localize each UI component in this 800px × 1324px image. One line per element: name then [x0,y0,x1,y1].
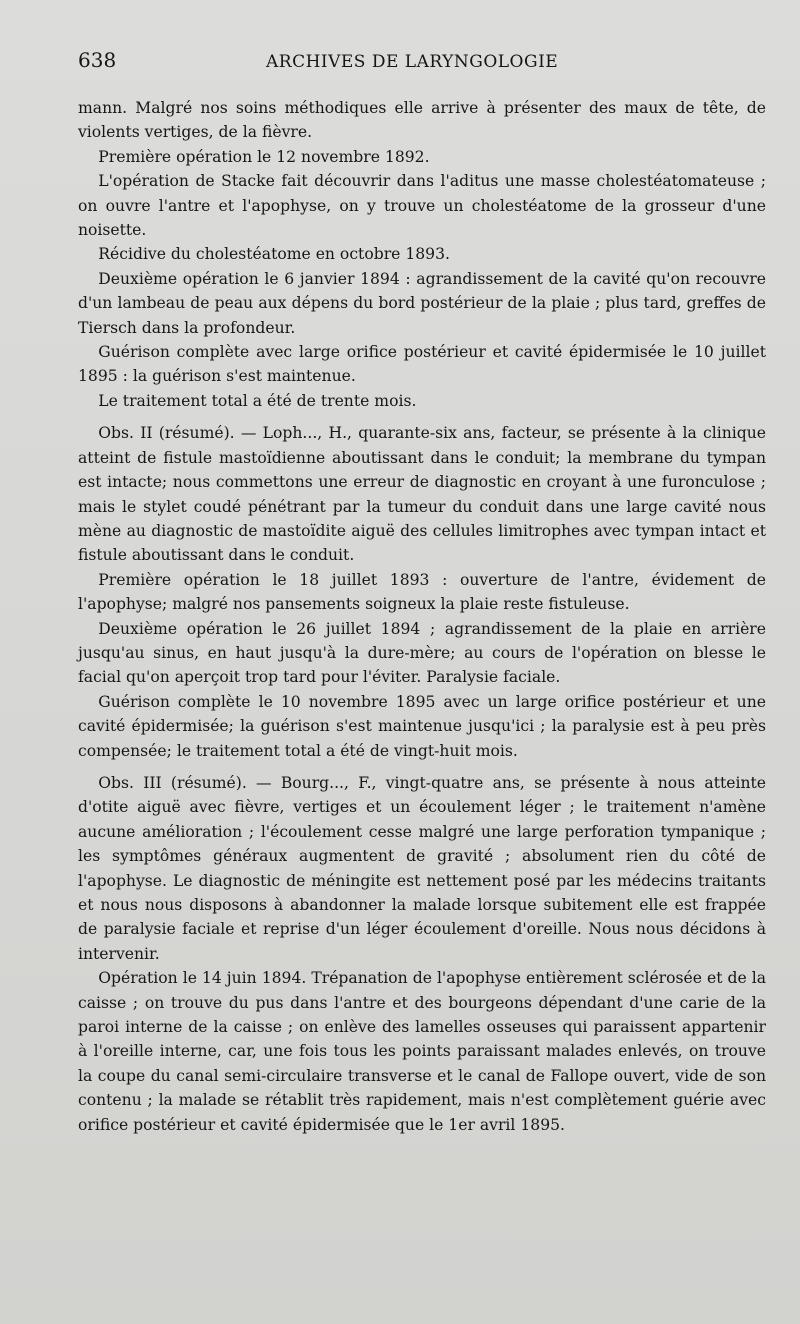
paragraph: Le traitement total a été de trente mois. [98,391,417,410]
running-title: ARCHIVES DE LARYNGOLOGIE [266,52,559,72]
paragraph: L'opération de Stacke fait découvrir dans l'aditus une masse cholestéatomateuse ; on ouvre l'antre et l'apophyse, on y trouve un cholestéatome de la grosseur d'une noisette. [78,172,766,240]
paragraph: Deuxième opération le 26 juillet 1894 ; agrandissement de la plaie en arrière jusqu'au sinus, en haut jusqu'à la dure-mère; au cours de l'opération on blesse le facial qu'on aperçoit trop tard pour l'éviter. Paralysie faciale. [78,619,766,687]
paragraph: Deuxième opération le 6 janvier 1894 : agrandissement de la cavité qu'on recouvre d'un lambeau de peau aux dépens du bord postérieur de la plaie ; plus tard, greffes de Tiersch dans la profondeur. [78,269,766,337]
observation-paragraph: Obs. II (résumé). — Loph..., H., quarante-six ans, facteur, se présente à la clinique atteint de fistule mastoïdienne aboutissant dans le conduit; la membrane du tympan est intacte; nous commettons une erreur de diagnostic en croyant à une furonculose ; mais le stylet coudé pénétrant par la tumeur du conduit dans une large cavité nous mène au diagnostic de mastoïdite aiguë des cellules limitrophes avec tympan intact et fistule aboutissant dans le conduit. [78,424,766,565]
paragraph: Guérison complète le 10 novembre 1895 avec un large orifice postérieur et une cavité épidermisée; la guérison s'est maintenue jusqu'ici ; la paralysie est à peu près compensée; le traitement total a été de vingt-huit mois. [78,692,766,760]
paragraph: Récidive du cholestéatome en octobre 1893. [98,245,450,264]
paragraph: Guérison complète avec large orifice postérieur et cavité épidermisée le 10 juillet 1895 : la guérison s'est maintenue. [78,343,766,386]
page-number: 638 [78,48,117,72]
paragraph: Opération le 14 juin 1894. Trépanation de l'apophyse entièrement sclérosée et de la caisse ; on trouve du pus dans l'antre et des bourgeons dépendant d'une carie de la paroi interne de la caisse ; on enlève des lamelles osseuses qui paraissent appartenir à l'oreille interne, car, une fois tous les points paraissant malades enlevés, on trouve la coupe du canal semi-circulaire transverse et le canal de Fallope ouvert, vide de son contenu ; la malade se rétablit très rapidement, mais n'est complètement guérie avec orifice postérieur et cavité épidermisée que le 1er avril 1895. [78,969,766,1134]
page-header [78,48,766,86]
paragraph: Première opération le 18 juillet 1893 : ouverture de l'antre, évidement de l'apophyse; malgré nos pansements soigneux la plaie reste fistuleuse. [78,570,766,614]
page-body [78,96,766,1137]
paragraph: Première opération le 12 novembre 1892. [98,147,430,166]
observation-paragraph: Obs. III (résumé). — Bourg..., F., vingt-quatre ans, se présente à nous atteinte d'otite aiguë avec fièvre, vertiges et un écoulement léger ; le traitement n'amène aucune amélioration ; l'écoulement cesse malgré une large perforation tympanique ; les symptômes généraux augmentent de gravité ; absolument rien du côté de l'apophyse. Le diagnostic de méningite est nettement posé par les médecins traitants et nous nous disposons à abandonner la malade lorsque subitement elle est frappée de paralysie faciale et reprise d'un léger écoulement d'oreille. Nous nous décidons à intervenir. [78,773,766,963]
paragraph: mann. Malgré nos soins méthodiques elle arrive à présenter des maux de tête, de violents vertiges, de la fièvre. [78,99,766,142]
